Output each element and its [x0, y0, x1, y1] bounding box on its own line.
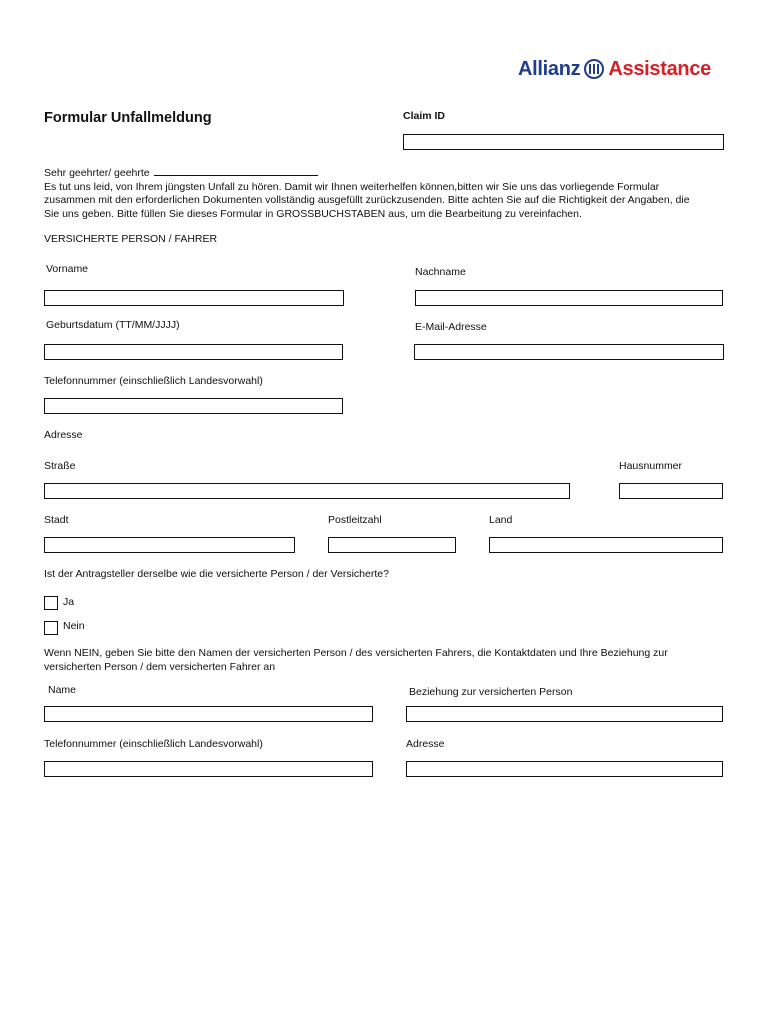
- section-title-insured: VERSICHERTE PERSON / FAHRER: [44, 233, 218, 245]
- yes-checkbox[interactable]: [44, 596, 58, 610]
- country-label: Land: [489, 514, 513, 526]
- if-no-instructions: [44, 647, 668, 674]
- intro-line-1: Es tut uns leid, von Ihrem jüngsten Unfall zu hören. Damit wir Ihnen weiterhelfen können,bitten wir Sie uns das vorliegende Formular: [44, 180, 660, 193]
- first-name-label: Vorname: [46, 263, 89, 275]
- house-number-field[interactable]: [619, 483, 723, 499]
- intro-line-2: zusammen mit den erforderlichen Dokumenten vollständig ausgefüllt zurückzusenden. Bitte achten Sie auf die Richtigkeit der Angaben, die: [44, 194, 690, 207]
- last-name-field[interactable]: [415, 290, 723, 306]
- applicant-address-field[interactable]: [406, 761, 723, 777]
- yes-label: Ja: [63, 596, 75, 608]
- claim-id-input[interactable]: [403, 134, 724, 150]
- applicant-question: Ist der Antragsteller derselbe wie die versicherte Person / der Versicherte?: [44, 568, 389, 580]
- logo-product-text: Assistance: [608, 57, 711, 80]
- house-number-label: Hausnummer: [619, 460, 683, 472]
- phone-label: Telefonnummer (einschließlich Landesvorwahl): [44, 375, 263, 387]
- address-label: Adresse: [44, 429, 83, 441]
- street-field[interactable]: [44, 483, 570, 499]
- phone-field[interactable]: [44, 398, 343, 414]
- applicant-address-label: Adresse: [406, 738, 445, 750]
- allianz-eagle-icon: [584, 59, 604, 79]
- salutation-label: Sehr geehrter/ geehrte: [44, 167, 150, 179]
- form-title: Formular Unfallmeldung: [44, 110, 212, 126]
- birthdate-label: Geburtsdatum (TT/MM/JJJJ): [46, 319, 180, 331]
- applicant-name-field[interactable]: [44, 706, 373, 722]
- salutation-name-blank[interactable]: [154, 166, 318, 176]
- postal-code-label: Postleitzahl: [328, 514, 382, 526]
- street-label: Straße: [44, 460, 76, 472]
- applicant-phone-field[interactable]: [44, 761, 373, 777]
- relationship-label: Beziehung zur versicherten Person: [409, 686, 573, 698]
- applicant-phone-label: Telefonnummer (einschließlich Landesvorwahl): [44, 738, 263, 750]
- country-field[interactable]: [489, 537, 723, 553]
- logo-brand-text: Allianz: [518, 57, 581, 80]
- first-name-field[interactable]: [44, 290, 344, 306]
- birthdate-field[interactable]: [44, 344, 343, 360]
- no-label: Nein: [63, 620, 85, 632]
- city-field[interactable]: [44, 537, 295, 553]
- email-label: E-Mail-Adresse: [415, 321, 487, 333]
- email-field[interactable]: [414, 344, 724, 360]
- claim-id-label: Claim ID: [403, 110, 446, 122]
- allianz-assistance-logo: [518, 56, 711, 82]
- city-label: Stadt: [44, 514, 69, 526]
- if-no-line-2: versicherten Person / dem versicherten Fahrer an: [44, 660, 276, 673]
- last-name-label: Nachname: [415, 266, 466, 278]
- postal-code-field[interactable]: [328, 537, 456, 553]
- relationship-field[interactable]: [406, 706, 723, 722]
- intro-text: [44, 166, 734, 221]
- applicant-name-label: Name: [48, 684, 77, 696]
- intro-line-3: Sie uns geben. Bitte füllen Sie dieses Formular in GROSSBUCHSTABEN aus, um die Bearbeitung zu vereinfachen.: [44, 207, 582, 220]
- no-checkbox[interactable]: [44, 621, 58, 635]
- if-no-line-1: Wenn NEIN, geben Sie bitte den Namen der versicherten Person / des versicherten Fahrers, die Kontaktdaten und Ihre Beziehung zur: [44, 647, 668, 659]
